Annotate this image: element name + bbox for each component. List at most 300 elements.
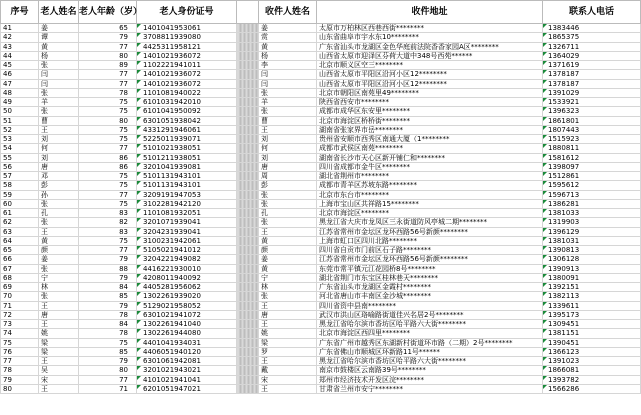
address-cell[interactable]: 黑龙江省哈尔滨市香坊区哈平路六大街******** <box>317 320 543 329</box>
address-cell[interactable]: 北京市顺义区空三******** <box>317 61 543 70</box>
serial-cell[interactable]: 74 <box>1 329 39 338</box>
address-cell[interactable]: 黑龙江省哈尔滨市香坊区哈平路六大街******** <box>317 357 543 366</box>
recipient-name-cell[interactable]: 王 <box>259 357 317 366</box>
elder-age-cell[interactable]: 85 <box>79 292 137 301</box>
elder-age-cell[interactable]: 86 <box>79 162 137 171</box>
elder-id-cell[interactable]: 5101211938051 <box>137 153 237 162</box>
elder-id-cell[interactable]: 3102281942120 <box>137 199 237 208</box>
address-cell[interactable]: 陕西省西安市******** <box>317 98 543 107</box>
elder-name-cell[interactable]: 刘 <box>39 153 79 162</box>
elder-id-cell[interactable]: 4425311958121 <box>137 42 237 51</box>
redacted-cell[interactable] <box>237 301 259 310</box>
address-cell[interactable]: 北京市海淀区桥桥街******** <box>317 116 543 125</box>
serial-cell[interactable]: 50 <box>1 107 39 116</box>
elder-name-cell[interactable]: 姚 <box>39 329 79 338</box>
redacted-cell[interactable] <box>237 283 259 292</box>
phone-cell[interactable]: 1339611 <box>543 301 641 310</box>
elder-id-cell[interactable]: 4101021941041 <box>137 375 237 384</box>
serial-cell[interactable]: 53 <box>1 135 39 144</box>
elder-id-cell[interactable]: 1401021936072 <box>137 51 237 60</box>
elder-age-cell[interactable]: 84 <box>79 283 137 292</box>
serial-cell[interactable]: 46 <box>1 70 39 79</box>
phone-cell[interactable]: 1378187 <box>543 70 641 79</box>
redacted-cell[interactable] <box>237 347 259 356</box>
phone-cell[interactable]: 1807443 <box>543 125 641 134</box>
elder-age-cell[interactable]: 75 <box>79 98 137 107</box>
recipient-name-cell[interactable]: 姜 <box>259 255 317 264</box>
serial-cell[interactable]: 45 <box>1 61 39 70</box>
serial-cell[interactable]: 75 <box>1 338 39 347</box>
redacted-cell[interactable] <box>237 227 259 236</box>
elder-age-cell[interactable]: 75 <box>79 107 137 116</box>
elder-age-cell[interactable]: 79 <box>79 273 137 282</box>
elder-id-cell[interactable]: 5225011939071 <box>137 135 237 144</box>
phone-cell[interactable]: 1390813 <box>543 246 641 255</box>
elder-name-cell[interactable]: 宋 <box>39 375 79 384</box>
recipient-name-cell[interactable]: 周 <box>259 172 317 181</box>
elder-id-cell[interactable]: 5105021941012 <box>137 246 237 255</box>
elder-age-cell[interactable]: 77 <box>79 190 137 199</box>
elder-id-cell[interactable]: 1302261944080 <box>137 329 237 338</box>
redacted-cell[interactable] <box>237 264 259 273</box>
elder-age-cell[interactable]: 80 <box>79 116 137 125</box>
serial-cell[interactable]: 59 <box>1 190 39 199</box>
recipient-name-cell[interactable]: 王 <box>259 301 317 310</box>
elder-age-cell[interactable]: 75 <box>79 338 137 347</box>
elder-name-cell[interactable]: 张 <box>39 88 79 97</box>
serial-cell[interactable]: 67 <box>1 264 39 273</box>
redacted-cell[interactable] <box>237 24 259 33</box>
recipient-name-cell[interactable]: 姚 <box>259 329 317 338</box>
elder-age-cell[interactable]: 75 <box>79 236 137 245</box>
phone-cell[interactable]: 1381033 <box>543 209 641 218</box>
phone-cell[interactable]: 1515923 <box>543 135 641 144</box>
serial-cell[interactable]: 69 <box>1 283 39 292</box>
elder-name-cell[interactable]: 羊 <box>39 98 79 107</box>
elder-name-cell[interactable]: 闫 <box>39 79 79 88</box>
address-cell[interactable]: 北京市海淀区******** <box>317 209 543 218</box>
elder-name-cell[interactable]: 王 <box>39 357 79 366</box>
phone-cell[interactable]: 1393782 <box>543 375 641 384</box>
redacted-cell[interactable] <box>237 384 259 393</box>
redacted-cell[interactable] <box>237 329 259 338</box>
elder-name-cell[interactable]: 曹 <box>39 116 79 125</box>
elder-age-cell[interactable]: 77 <box>79 144 137 153</box>
recipient-name-cell[interactable]: 黄 <box>259 42 317 51</box>
phone-cell[interactable]: 1396129 <box>543 227 641 236</box>
redacted-cell[interactable] <box>237 98 259 107</box>
elder-name-cell[interactable]: 王 <box>39 125 79 134</box>
redacted-cell[interactable] <box>237 366 259 375</box>
redacted-cell[interactable] <box>237 153 259 162</box>
address-cell[interactable]: 山西省太原市平阳区沿河小区12******** <box>317 70 543 79</box>
recipient-name-cell[interactable]: 王 <box>259 125 317 134</box>
elder-name-cell[interactable]: 何 <box>39 144 79 153</box>
header-blank[interactable] <box>237 1 259 24</box>
serial-cell[interactable]: 68 <box>1 273 39 282</box>
serial-cell[interactable]: 55 <box>1 153 39 162</box>
header-recipient-address[interactable]: 收件地址 <box>317 1 543 24</box>
phone-cell[interactable]: 1381031 <box>543 236 641 245</box>
recipient-name-cell[interactable]: 戴 <box>259 366 317 375</box>
recipient-name-cell[interactable]: 曹 <box>259 116 317 125</box>
phone-cell[interactable]: 1371619 <box>543 61 641 70</box>
recipient-name-cell[interactable]: 罗 <box>259 347 317 356</box>
serial-cell[interactable]: 42 <box>1 33 39 42</box>
address-cell[interactable]: 湖南省张家界市岳******** <box>317 125 543 134</box>
elder-age-cell[interactable]: 79 <box>79 255 137 264</box>
redacted-cell[interactable] <box>237 375 259 384</box>
elder-age-cell[interactable]: 85 <box>79 347 137 356</box>
elder-name-cell[interactable]: 张 <box>39 199 79 208</box>
serial-cell[interactable]: 78 <box>1 366 39 375</box>
phone-cell[interactable]: 1386281 <box>543 199 641 208</box>
recipient-name-cell[interactable]: 羊 <box>259 98 317 107</box>
elder-id-cell[interactable]: 4416221930010 <box>137 264 237 273</box>
serial-cell[interactable]: 72 <box>1 310 39 319</box>
elder-age-cell[interactable]: 77 <box>79 79 137 88</box>
elder-id-cell[interactable]: 5129021958052 <box>137 301 237 310</box>
address-cell[interactable]: 甘肃省兰州市安宁******** <box>317 384 543 393</box>
redacted-cell[interactable] <box>237 51 259 60</box>
elder-age-cell[interactable]: 84 <box>79 320 137 329</box>
elder-name-cell[interactable]: 孔 <box>39 209 79 218</box>
recipient-name-cell[interactable]: 唐 <box>259 310 317 319</box>
redacted-cell[interactable] <box>237 162 259 171</box>
elder-name-cell[interactable]: 邓 <box>39 172 79 181</box>
recipient-name-cell[interactable]: 刘 <box>259 135 317 144</box>
redacted-cell[interactable] <box>237 218 259 227</box>
redacted-cell[interactable] <box>237 107 259 116</box>
redacted-cell[interactable] <box>237 320 259 329</box>
elder-name-cell[interactable]: 吴 <box>39 366 79 375</box>
recipient-name-cell[interactable]: 闫 <box>259 70 317 79</box>
recipient-name-cell[interactable]: 刘 <box>259 153 317 162</box>
address-cell[interactable]: 江苏省常州市金坛区龙环西路56号新颜******** <box>317 227 543 236</box>
redacted-cell[interactable] <box>237 61 259 70</box>
elder-age-cell[interactable]: 80 <box>79 51 137 60</box>
phone-cell[interactable]: 1381151 <box>543 329 641 338</box>
phone-cell[interactable]: 1306128 <box>543 255 641 264</box>
address-cell[interactable]: 上海市虹口区四川北路******** <box>317 236 543 245</box>
redacted-cell[interactable] <box>237 273 259 282</box>
redacted-cell[interactable] <box>237 144 259 153</box>
serial-cell[interactable]: 71 <box>1 301 39 310</box>
serial-cell[interactable]: 77 <box>1 357 39 366</box>
recipient-name-cell[interactable]: 张 <box>259 292 317 301</box>
recipient-name-cell[interactable]: 宋 <box>259 375 317 384</box>
elder-id-cell[interactable]: 1102221941011 <box>137 61 237 70</box>
elder-age-cell[interactable]: 77 <box>79 42 137 51</box>
redacted-cell[interactable] <box>237 79 259 88</box>
serial-cell[interactable]: 70 <box>1 292 39 301</box>
address-cell[interactable]: 成都市武侯区南苑******** <box>317 144 543 153</box>
serial-cell[interactable]: 49 <box>1 98 39 107</box>
recipient-name-cell[interactable]: 杨 <box>259 51 317 60</box>
address-cell[interactable]: 山西省太原市平阳区沿河小区12******** <box>317 79 543 88</box>
header-recipient-name[interactable]: 收件人姓名 <box>259 1 317 24</box>
elder-name-cell[interactable]: 唐 <box>39 310 79 319</box>
phone-cell[interactable]: 1395173 <box>543 310 641 319</box>
phone-cell[interactable]: 1319903 <box>543 218 641 227</box>
recipient-name-cell[interactable]: 何 <box>259 144 317 153</box>
elder-age-cell[interactable]: 80 <box>79 366 137 375</box>
redacted-cell[interactable] <box>237 181 259 190</box>
elder-id-cell[interactable]: 4331291946061 <box>137 125 237 134</box>
recipient-name-cell[interactable]: 孔 <box>259 209 317 218</box>
redacted-cell[interactable] <box>237 199 259 208</box>
redacted-cell[interactable] <box>237 338 259 347</box>
elder-name-cell[interactable]: 唐 <box>39 162 79 171</box>
redacted-cell[interactable] <box>237 190 259 199</box>
elder-id-cell[interactable]: 3204231939041 <box>137 227 237 236</box>
elder-age-cell[interactable]: 78 <box>79 88 137 97</box>
phone-cell[interactable]: 1861801 <box>543 116 641 125</box>
recipient-name-cell[interactable]: 彭 <box>259 181 317 190</box>
serial-cell[interactable]: 66 <box>1 255 39 264</box>
address-cell[interactable]: 郑州市经济技术开发区浣******** <box>317 375 543 384</box>
phone-cell[interactable]: 1396323 <box>543 107 641 116</box>
address-cell[interactable]: 江苏省常州市金坛区龙环西路56号新颜******** <box>317 255 543 264</box>
redacted-cell[interactable] <box>237 116 259 125</box>
serial-cell[interactable]: 62 <box>1 218 39 227</box>
elder-age-cell[interactable]: 78 <box>79 329 137 338</box>
elder-name-cell[interactable]: 张 <box>39 61 79 70</box>
phone-cell[interactable]: 1383446 <box>543 24 641 33</box>
recipient-name-cell[interactable]: 张 <box>259 107 317 116</box>
elder-age-cell[interactable]: 75 <box>79 199 137 208</box>
elder-id-cell[interactable]: 6301061942081 <box>137 357 237 366</box>
recipient-name-cell[interactable]: 张 <box>259 190 317 199</box>
elder-age-cell[interactable]: 78 <box>79 310 137 319</box>
elder-age-cell[interactable]: 79 <box>79 301 137 310</box>
phone-cell[interactable]: 1880811 <box>543 144 641 153</box>
elder-name-cell[interactable]: 宁 <box>39 273 79 282</box>
elder-id-cell[interactable]: 3201021943021 <box>137 366 237 375</box>
address-cell[interactable]: 湖北省荆州市******** <box>317 172 543 181</box>
elder-age-cell[interactable]: 77 <box>79 246 137 255</box>
elder-id-cell[interactable]: 6301021941072 <box>137 310 237 319</box>
serial-cell[interactable]: 48 <box>1 88 39 97</box>
serial-cell[interactable]: 43 <box>1 42 39 51</box>
phone-cell[interactable]: 1366123 <box>543 347 641 356</box>
elder-name-cell[interactable]: 张 <box>39 264 79 273</box>
elder-id-cell[interactable]: 1101081940022 <box>137 88 237 97</box>
address-cell[interactable]: 东莞市常平镇元江花园桥8号******** <box>317 264 543 273</box>
elder-id-cell[interactable]: 3201041939081 <box>137 162 237 171</box>
phone-cell[interactable]: 1533921 <box>543 98 641 107</box>
header-contact-phone[interactable]: 联系人电话 <box>543 1 641 24</box>
elder-id-cell[interactable]: 4401041934031 <box>137 338 237 347</box>
elder-name-cell[interactable]: 梁 <box>39 347 79 356</box>
elder-age-cell[interactable]: 77 <box>79 70 137 79</box>
redacted-cell[interactable] <box>237 88 259 97</box>
elder-name-cell[interactable]: 王 <box>39 384 79 393</box>
elder-id-cell[interactable]: 6201051947021 <box>137 384 237 393</box>
redacted-cell[interactable] <box>237 236 259 245</box>
serial-cell[interactable]: 64 <box>1 236 39 245</box>
elder-id-cell[interactable]: 4208011940092 <box>137 273 237 282</box>
elder-id-cell[interactable]: 4405281956062 <box>137 283 237 292</box>
serial-cell[interactable]: 41 <box>1 24 39 33</box>
serial-cell[interactable]: 44 <box>1 51 39 60</box>
recipient-name-cell[interactable]: 姜 <box>259 24 317 33</box>
elder-name-cell[interactable]: 张 <box>39 218 79 227</box>
elder-name-cell[interactable]: 颜 <box>39 246 79 255</box>
phone-cell[interactable]: 1364029 <box>543 51 641 60</box>
redacted-cell[interactable] <box>237 70 259 79</box>
phone-cell[interactable]: 1390913 <box>543 264 641 273</box>
address-cell[interactable]: 四川省资中县南******** <box>317 301 543 310</box>
recipient-name-cell[interactable]: 梁 <box>259 338 317 347</box>
elder-id-cell[interactable]: 1401041953061 <box>137 24 237 33</box>
address-cell[interactable]: 湖北省荆门市东宝区桂林巷天******** <box>317 273 543 282</box>
elder-age-cell[interactable]: 88 <box>79 264 137 273</box>
elder-age-cell[interactable]: 71 <box>79 384 137 393</box>
address-cell[interactable]: 北京市朝阳区南苑里49******** <box>317 88 543 97</box>
serial-cell[interactable]: 47 <box>1 79 39 88</box>
redacted-cell[interactable] <box>237 255 259 264</box>
serial-cell[interactable]: 76 <box>1 347 39 356</box>
elder-id-cell[interactable]: 3204221949082 <box>137 255 237 264</box>
serial-cell[interactable]: 52 <box>1 125 39 134</box>
elder-id-cell[interactable]: 1302261941040 <box>137 320 237 329</box>
elder-age-cell[interactable]: 75 <box>79 125 137 134</box>
elder-name-cell[interactable]: 谭 <box>39 33 79 42</box>
elder-age-cell[interactable]: 79 <box>79 357 137 366</box>
elder-age-cell[interactable]: 75 <box>79 172 137 181</box>
redacted-cell[interactable] <box>237 246 259 255</box>
phone-cell[interactable]: 1392151 <box>543 283 641 292</box>
address-cell[interactable]: 河北省唐山市丰南区金沙城******** <box>317 292 543 301</box>
phone-cell[interactable]: 1391029 <box>543 88 641 97</box>
phone-cell[interactable]: 1566286 <box>543 384 641 393</box>
redacted-cell[interactable] <box>237 33 259 42</box>
serial-cell[interactable]: 58 <box>1 181 39 190</box>
recipient-name-cell[interactable]: 张 <box>259 199 317 208</box>
elder-age-cell[interactable]: 89 <box>79 61 137 70</box>
redacted-cell[interactable] <box>237 42 259 51</box>
phone-cell[interactable]: 1866081 <box>543 366 641 375</box>
elder-id-cell[interactable]: 5101131943101 <box>137 181 237 190</box>
recipient-name-cell[interactable]: 王 <box>259 227 317 236</box>
phone-cell[interactable]: 1865375 <box>543 33 641 42</box>
header-elder-name[interactable]: 老人姓名 <box>39 1 79 24</box>
serial-cell[interactable]: 51 <box>1 116 39 125</box>
address-cell[interactable]: 山西省太原市迎泽区芬荷大道中348号西苑****** <box>317 51 543 60</box>
elder-age-cell[interactable]: 83 <box>79 209 137 218</box>
address-cell[interactable]: 四川省自贡市门前区石子路******** <box>317 246 543 255</box>
elder-id-cell[interactable]: 3708811939080 <box>137 33 237 42</box>
elder-id-cell[interactable]: 1101081932051 <box>137 209 237 218</box>
phone-cell[interactable]: 1596713 <box>543 190 641 199</box>
phone-cell[interactable]: 1309451 <box>543 320 641 329</box>
redacted-cell[interactable] <box>237 292 259 301</box>
phone-cell[interactable]: 1390451 <box>543 338 641 347</box>
address-cell[interactable]: 广东省汕头市龙湖区金色华庭前法院香香家园A区******** <box>317 42 543 51</box>
elder-age-cell[interactable]: 75 <box>79 135 137 144</box>
recipient-name-cell[interactable]: 张 <box>259 218 317 227</box>
elder-id-cell[interactable]: 3209191947053 <box>137 190 237 199</box>
serial-cell[interactable]: 56 <box>1 162 39 171</box>
header-elder-age[interactable]: 老人年龄（岁） <box>79 1 137 24</box>
recipient-name-cell[interactable]: 赏 <box>259 33 317 42</box>
elder-id-cell[interactable]: 3100231942061 <box>137 236 237 245</box>
header-serial[interactable]: 序号 <box>1 1 39 24</box>
address-cell[interactable]: 广东省佛山市顺城区环新路11号****** <box>317 347 543 356</box>
recipient-name-cell[interactable]: 黄 <box>259 236 317 245</box>
address-cell[interactable]: 四川省成都市金牛区******** <box>317 162 543 171</box>
elder-age-cell[interactable]: 86 <box>79 153 137 162</box>
serial-cell[interactable]: 80 <box>1 384 39 393</box>
elder-id-cell[interactable]: 4406051940120 <box>137 347 237 356</box>
elder-age-cell[interactable]: 77 <box>79 375 137 384</box>
elder-name-cell[interactable]: 黄 <box>39 42 79 51</box>
redacted-cell[interactable] <box>237 357 259 366</box>
recipient-name-cell[interactable]: 宁 <box>259 273 317 282</box>
address-cell[interactable]: 山东省曲阜市宇水东10******** <box>317 33 543 42</box>
phone-cell[interactable]: 1382113 <box>543 292 641 301</box>
recipient-name-cell[interactable]: 王 <box>259 384 317 393</box>
elder-name-cell[interactable]: 林 <box>39 283 79 292</box>
elder-id-cell[interactable]: 1302261939020 <box>137 292 237 301</box>
elder-id-cell[interactable]: 6101041950092 <box>137 107 237 116</box>
recipient-name-cell[interactable]: 李 <box>259 61 317 70</box>
address-cell[interactable]: 北京市东台市******** <box>317 190 543 199</box>
recipient-name-cell[interactable]: 闫 <box>259 79 317 88</box>
elder-id-cell[interactable]: 3201071939041 <box>137 218 237 227</box>
serial-cell[interactable]: 61 <box>1 209 39 218</box>
address-cell[interactable]: 成都市青羊区苏坡东路******** <box>317 181 543 190</box>
elder-name-cell[interactable]: 王 <box>39 227 79 236</box>
elder-name-cell[interactable]: 张 <box>39 292 79 301</box>
elder-id-cell[interactable]: 6101031942010 <box>137 98 237 107</box>
address-cell[interactable]: 黑龙江省大庆市龙凤区三永街道防风亭城二期******** <box>317 218 543 227</box>
address-cell[interactable]: 北京市海淀区西四里******** <box>317 329 543 338</box>
elder-name-cell[interactable]: 黄 <box>39 236 79 245</box>
redacted-cell[interactable] <box>237 125 259 134</box>
elder-name-cell[interactable]: 王 <box>39 301 79 310</box>
phone-cell[interactable]: 1378187 <box>543 79 641 88</box>
elder-name-cell[interactable]: 闫 <box>39 70 79 79</box>
elder-name-cell[interactable]: 杨 <box>39 51 79 60</box>
phone-cell[interactable]: 1512861 <box>543 172 641 181</box>
address-cell[interactable]: 太原市万柏林区西巷西街******** <box>317 24 543 33</box>
elder-age-cell[interactable]: 75 <box>79 181 137 190</box>
recipient-name-cell[interactable]: 黄 <box>259 264 317 273</box>
elder-name-cell[interactable]: 姜 <box>39 24 79 33</box>
address-cell[interactable]: 成都市成华区东安里******** <box>317 107 543 116</box>
elder-name-cell[interactable]: 梁 <box>39 338 79 347</box>
phone-cell[interactable]: 1581612 <box>543 153 641 162</box>
phone-cell[interactable]: 1595612 <box>543 181 641 190</box>
recipient-name-cell[interactable]: 王 <box>259 320 317 329</box>
address-cell[interactable]: 南京市鼓楼区云南路39号******** <box>317 366 543 375</box>
recipient-name-cell[interactable]: 唐 <box>259 162 317 171</box>
serial-cell[interactable]: 79 <box>1 375 39 384</box>
serial-cell[interactable]: 54 <box>1 144 39 153</box>
recipient-name-cell[interactable]: 颜 <box>259 246 317 255</box>
address-cell[interactable]: 武汉市洪山区珞喻路街道佳兴名居2号******** <box>317 310 543 319</box>
elder-name-cell[interactable]: 孙 <box>39 190 79 199</box>
phone-cell[interactable]: 1380091 <box>543 273 641 282</box>
redacted-cell[interactable] <box>237 310 259 319</box>
phone-cell[interactable]: 1326711 <box>543 42 641 51</box>
elder-id-cell[interactable]: 1401021936072 <box>137 70 237 79</box>
phone-cell[interactable]: 1398097 <box>543 162 641 171</box>
elder-name-cell[interactable]: 王 <box>39 320 79 329</box>
redacted-cell[interactable] <box>237 209 259 218</box>
